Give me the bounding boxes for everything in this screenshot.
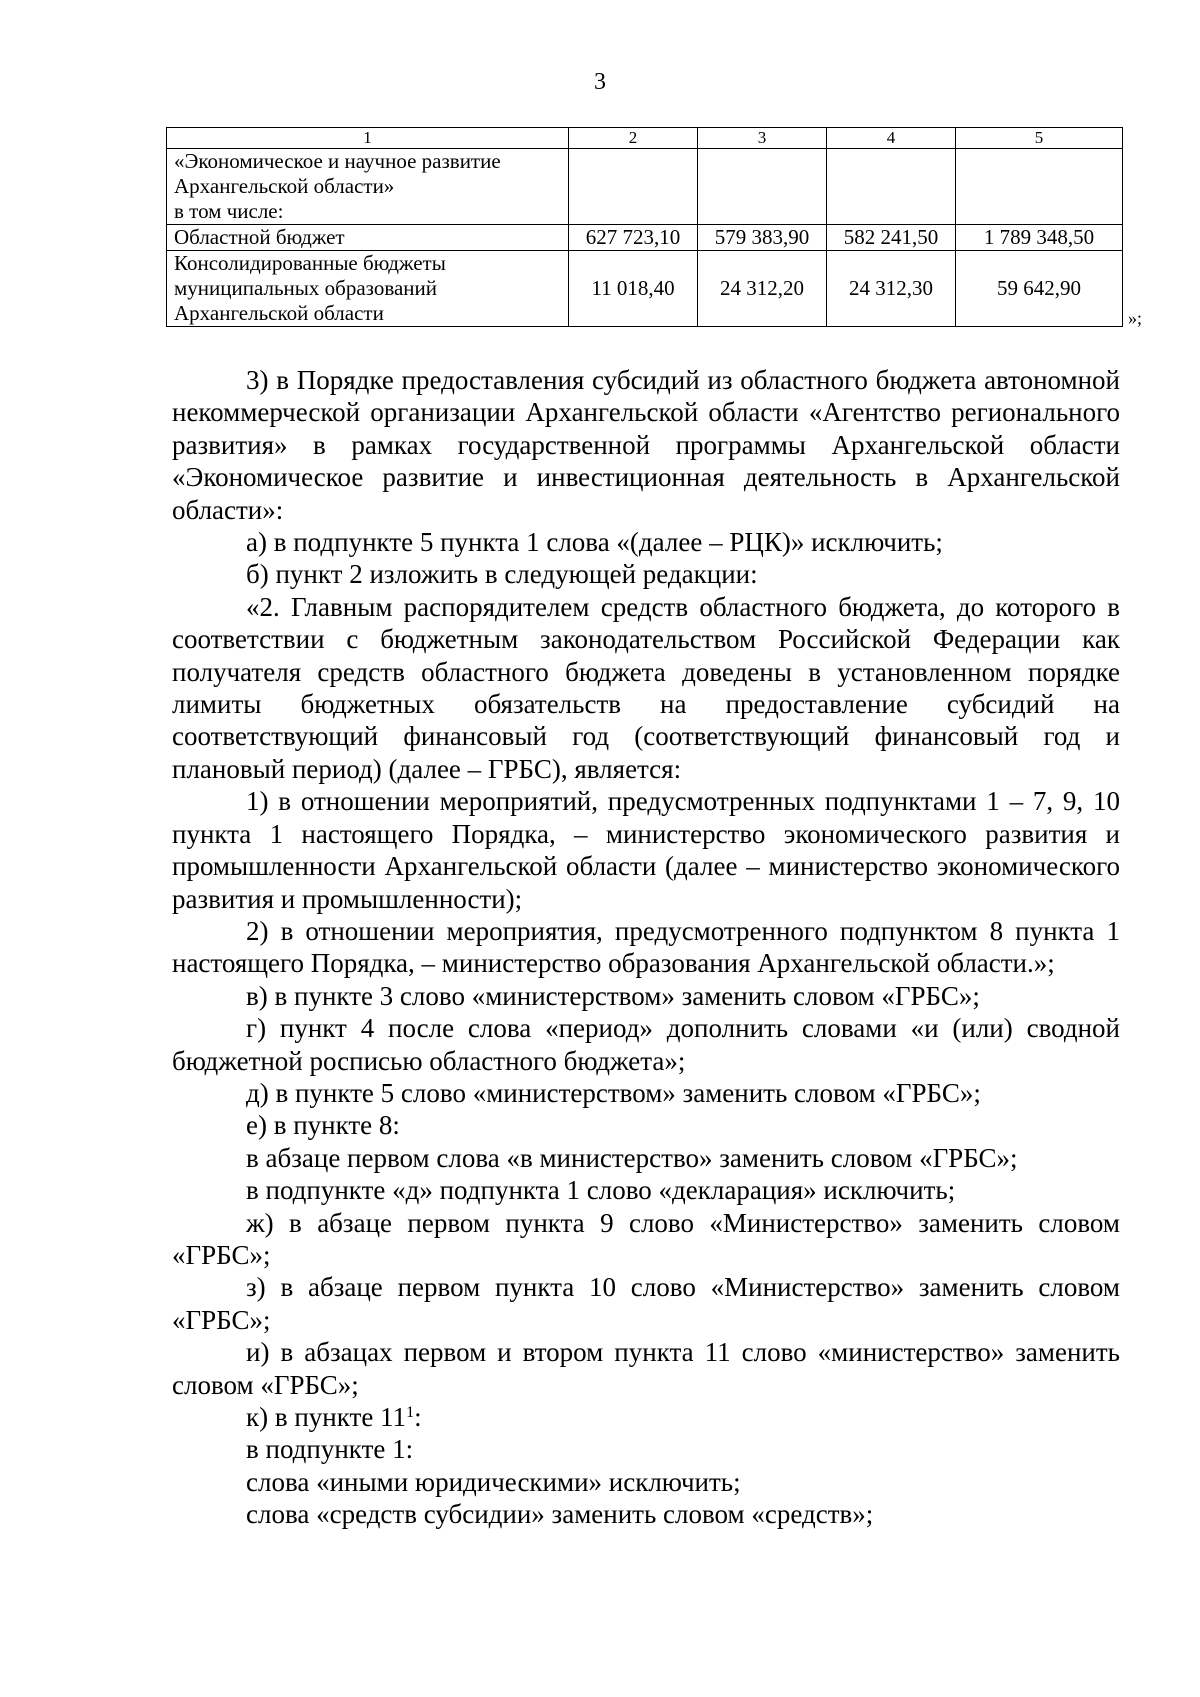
item-g: г) пункт 4 после слова «период» дополнить словами «и (или) сводной бюджетной росписью областного бюджета»; (172, 1013, 1120, 1076)
row-label-line: в том числе: (174, 199, 284, 223)
row-label-line: Архангельской области (174, 301, 384, 325)
paragraph-3: 3) в Порядке предоставления субсидий из областного бюджета автономной некоммерческой организации Архангельской области «Агентство регионального развития» в рамках государственной программы Архангельской области «Экономическое развитие и инвестиционная деятельность в Архангельской области»: (172, 365, 1120, 525)
subpoint-1: 1) в отношении мероприятий, предусмотренных подпунктами 1 – 7, 9, 10 пункта 1 настоящего Порядка, – министерство экономического развития и промышленности Архангельской области (далее – министерство экономического развития и промышленности); (172, 786, 1120, 914)
table-row (167, 149, 1123, 225)
table-closing-mark: »; (1128, 308, 1143, 328)
item-i: и) в абзацах первом и втором пункта 11 слово «министерство» заменить словом «ГРБС»; (172, 1337, 1120, 1400)
table-cell: 11 018,40 (569, 251, 698, 327)
table-cell: 59 642,90 (956, 251, 1123, 327)
item-k (172, 1401, 1120, 1433)
budget-table (166, 127, 1123, 327)
item-zh: ж) в абзаце первом пункта 9 слово «Министерство» заменить словом «ГРБС»; (172, 1207, 1120, 1270)
row-label (167, 149, 569, 225)
table-header-cell: 3 (698, 128, 827, 149)
table-row (167, 225, 1123, 251)
row-label-line: «Экономическое и научное развитие (174, 149, 501, 173)
table-header-cell: 4 (827, 128, 956, 149)
table-cell (569, 149, 698, 225)
item-e-line-1: в абзаце первом слова «в министерство» заменить словом «ГРБС»; (246, 1142, 1018, 1173)
table-cell: 579 383,90 (698, 225, 827, 251)
subpoint-2: 2) в отношении мероприятия, предусмотренного подпунктом 8 пункта 1 настоящего Порядка, – министерство образования Архангельской области.»; (172, 915, 1120, 979)
table-row (167, 251, 1123, 327)
table-cell: 582 241,50 (827, 225, 956, 251)
item-z: з) в абзаце первом пункта 10 слово «Министерство» заменить словом «ГРБС»; (172, 1272, 1120, 1335)
table-cell: 24 312,20 (698, 251, 827, 327)
table-cell: 24 312,30 (827, 251, 956, 327)
table-header-row (167, 128, 1123, 149)
item-d: д) в пункте 5 слово «министерством» заменить словом «ГРБС»; (246, 1077, 981, 1108)
table-cell (956, 149, 1123, 225)
quoted-point-2: «2. Главным распорядителем средств областного бюджета, до которого в соответствии с бюджетным законодательством Российской Федерации как получателя средств областного бюджета доведены в установленном порядке лимиты бюджетных обязательств на предоставление субсидий на соответствующий финансовый год (соответствующий финансовый год и плановый период) (далее – ГРБС), является: (172, 591, 1120, 784)
row-label (167, 251, 569, 327)
item-k-line-1: в подпункте 1: (246, 1434, 414, 1465)
item-e-line-2: в подпункте «д» подпункта 1 слово «декларация» исключить; (246, 1175, 956, 1206)
item-a: а) в подпункте 5 пункта 1 слова «(далее – РЦК)» исключить; (246, 527, 943, 558)
item-v: в) в пункте 3 слово «министерством» заменить словом «ГРБС»; (246, 980, 980, 1011)
row-label-line: Консолидированные бюджеты (174, 251, 446, 275)
table-header-cell: 5 (956, 128, 1123, 149)
item-e: е) в пункте 8: (246, 1110, 400, 1141)
item-k-text: к) в пункте 11 (246, 1402, 407, 1432)
item-k-line-2: слова «иными юридическими» исключить; (246, 1466, 741, 1497)
table-cell: 1 789 348,50 (956, 225, 1123, 251)
item-k-colon: : (414, 1402, 422, 1432)
item-k-superscript: 1 (406, 1404, 415, 1421)
table-header-cell: 2 (569, 128, 698, 149)
table-cell (698, 149, 827, 225)
item-k-line-3: слова «средств субсидии» заменить словом «средств»; (246, 1499, 874, 1530)
item-b: б) пункт 2 изложить в следующей редакции: (246, 559, 758, 590)
row-label-line: Областной бюджет (174, 225, 345, 249)
row-label-line: Архангельской области» (174, 174, 395, 198)
table-cell (827, 149, 956, 225)
row-label-line: муниципальных образований (174, 276, 437, 300)
page-number: 3 (594, 69, 606, 95)
table-cell: 627 723,10 (569, 225, 698, 251)
row-label (167, 225, 569, 251)
table-header-cell: 1 (167, 128, 569, 149)
document-body (172, 364, 1120, 1531)
